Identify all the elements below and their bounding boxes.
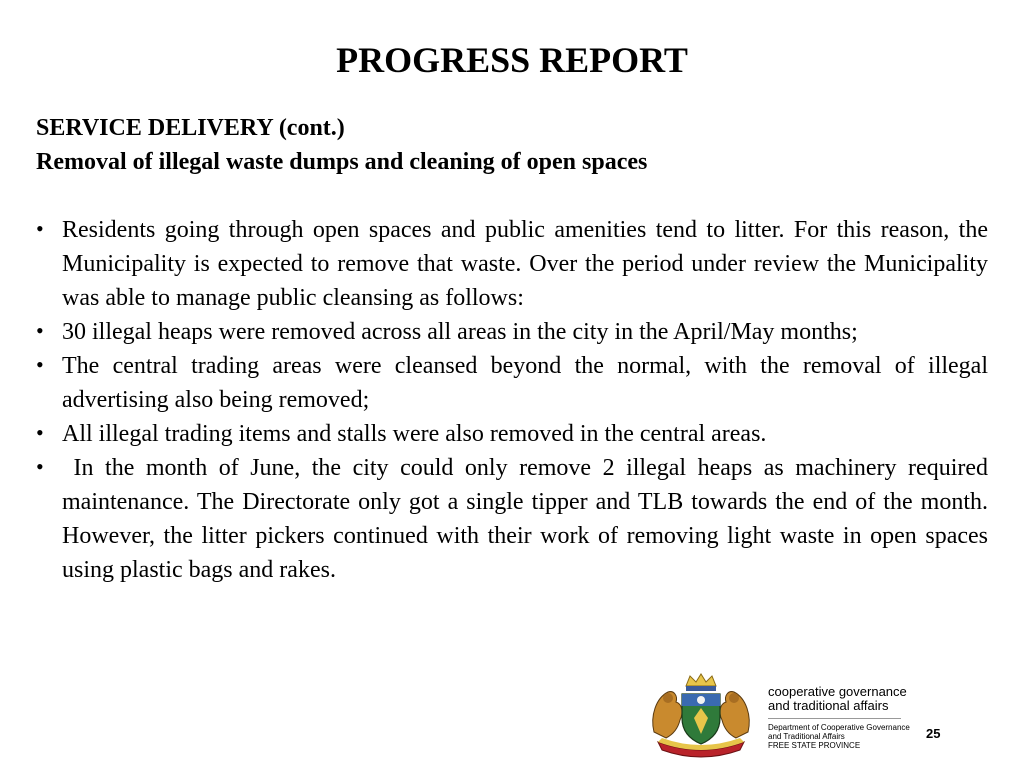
bullet-icon: •	[36, 420, 44, 445]
brand-text	[768, 685, 948, 750]
bullet-item	[36, 451, 994, 587]
bullet-icon: •	[36, 216, 44, 241]
brand-divider	[768, 718, 901, 719]
coat-of-arms-icon	[648, 672, 754, 758]
bullet-item	[36, 417, 988, 451]
bullet-icon: •	[36, 352, 44, 377]
dept-line-1: Department of Cooperative Governance	[768, 723, 910, 732]
bullet-text: 30 illegal heaps were removed across all areas in the city in the April/May months;	[62, 319, 858, 345]
brand-line-2: and traditional affairs	[768, 698, 889, 713]
page-number: 25	[926, 726, 941, 741]
bullet-icon: •	[36, 454, 44, 479]
page-title: PROGRESS REPORT	[336, 40, 688, 80]
bullet-text: Residents going through open spaces and public amenities tend to litter. For this reason, the Municipality is expected to remove that waste. Over the period under review the Municipality was able to manage public cleansing as follows:	[62, 217, 988, 311]
bullet-item	[36, 349, 988, 417]
dept-line-2: and Traditional Affairs	[768, 732, 845, 741]
subsection-heading: Removal of illegal waste dumps and cleaning of open spaces	[36, 149, 648, 175]
bullet-icon: •	[36, 318, 44, 343]
bullet-text: All illegal trading items and stalls were also removed in the central areas.	[62, 421, 767, 447]
bullet-text: The central trading areas were cleansed beyond the normal, with the removal of illegal advertising also being removed;	[62, 353, 988, 413]
footer-logo	[648, 672, 948, 758]
bullet-item	[36, 315, 988, 349]
bullet-item	[36, 213, 988, 315]
bullet-text: In the month of June, the city could only remove 2 illegal heaps as machinery required maintenance. The Directorate only got a single tipper and TLB towards the end of the month. However, the litter pickers continued with their work of removing light waste in open spaces using plastic bags and rakes.	[62, 455, 994, 583]
section-heading: SERVICE DELIVERY (cont.)	[36, 115, 345, 141]
brand-line-1: cooperative governance	[768, 684, 907, 699]
bullet-list	[36, 213, 994, 587]
dept-line-3: FREE STATE PROVINCE	[768, 741, 861, 750]
